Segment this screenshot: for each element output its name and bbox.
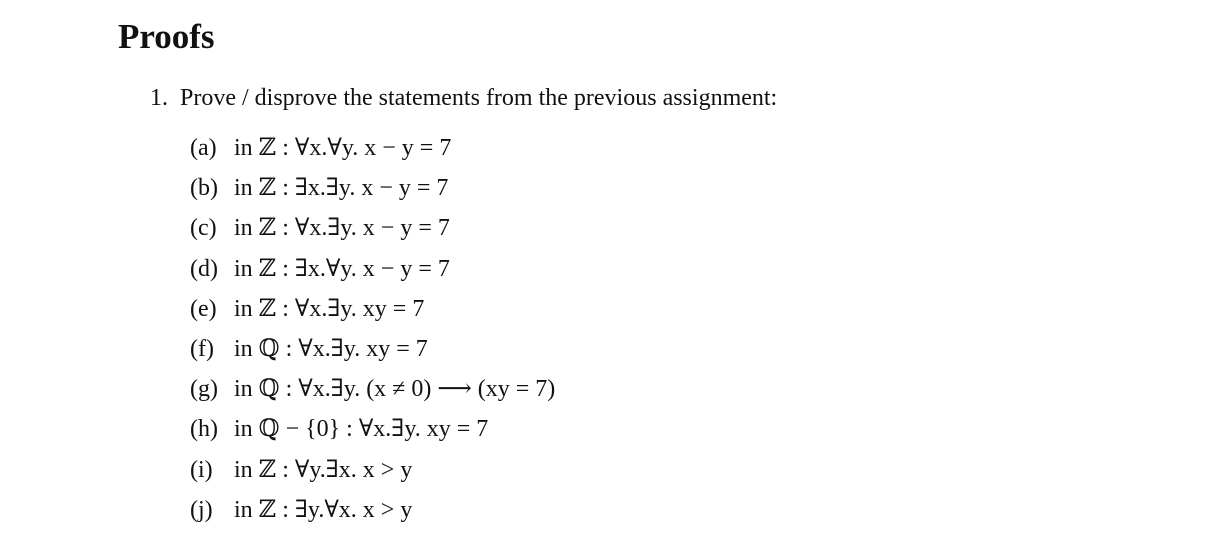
statement-item [190, 333, 555, 373]
item-formula: in ℚ − {0} : ∀x.∃y. xy = 7 [234, 416, 489, 443]
item-label: (g) [190, 376, 218, 403]
statement-item [190, 373, 555, 413]
problem-text: Prove / disprove the statements from the previous assignment: [180, 85, 778, 111]
statement-item [190, 494, 555, 534]
statement-item [190, 293, 555, 333]
item-label: (c) [190, 215, 217, 242]
statement-item [190, 413, 555, 453]
item-label: (h) [190, 416, 218, 443]
section-title: Proofs [118, 17, 215, 56]
item-formula: in ℚ : ∀x.∃y. (x ≠ 0) ⟶ (xy = 7) [234, 376, 556, 403]
item-label: (a) [190, 135, 217, 161]
item-label: (d) [190, 255, 218, 282]
item-formula: in ℚ : ∀x.∃y. xy = 7 [234, 335, 428, 362]
item-formula: in ℤ : ∀x.∃y. x − y = 7 [234, 215, 450, 242]
statement-item [190, 454, 555, 494]
statement-item [190, 132, 555, 172]
statement-item [190, 212, 555, 252]
problem-number: 1. [150, 85, 168, 111]
statement-list [190, 132, 555, 534]
item-formula: in ℤ : ∀x.∃y. xy = 7 [234, 295, 425, 322]
statement-item [190, 172, 555, 212]
item-label: (b) [190, 175, 218, 202]
item-formula: in ℤ : ∃x.∀y. x − y = 7 [234, 255, 450, 282]
item-formula: in ℤ : ∃x.∃y. x − y = 7 [234, 175, 449, 202]
item-label: (j) [190, 496, 213, 523]
item-formula: in ℤ : ∀y.∃x. x > y [234, 456, 413, 483]
item-formula: in ℤ : ∃y.∀x. x > y [234, 496, 413, 523]
item-label: (i) [190, 456, 213, 483]
item-label: (f) [190, 335, 214, 362]
item-label: (e) [190, 295, 217, 322]
statement-item [190, 253, 555, 293]
problem-statement [150, 82, 777, 114]
item-formula: in ℤ : ∀x.∀y. x − y = 7 [234, 135, 452, 161]
